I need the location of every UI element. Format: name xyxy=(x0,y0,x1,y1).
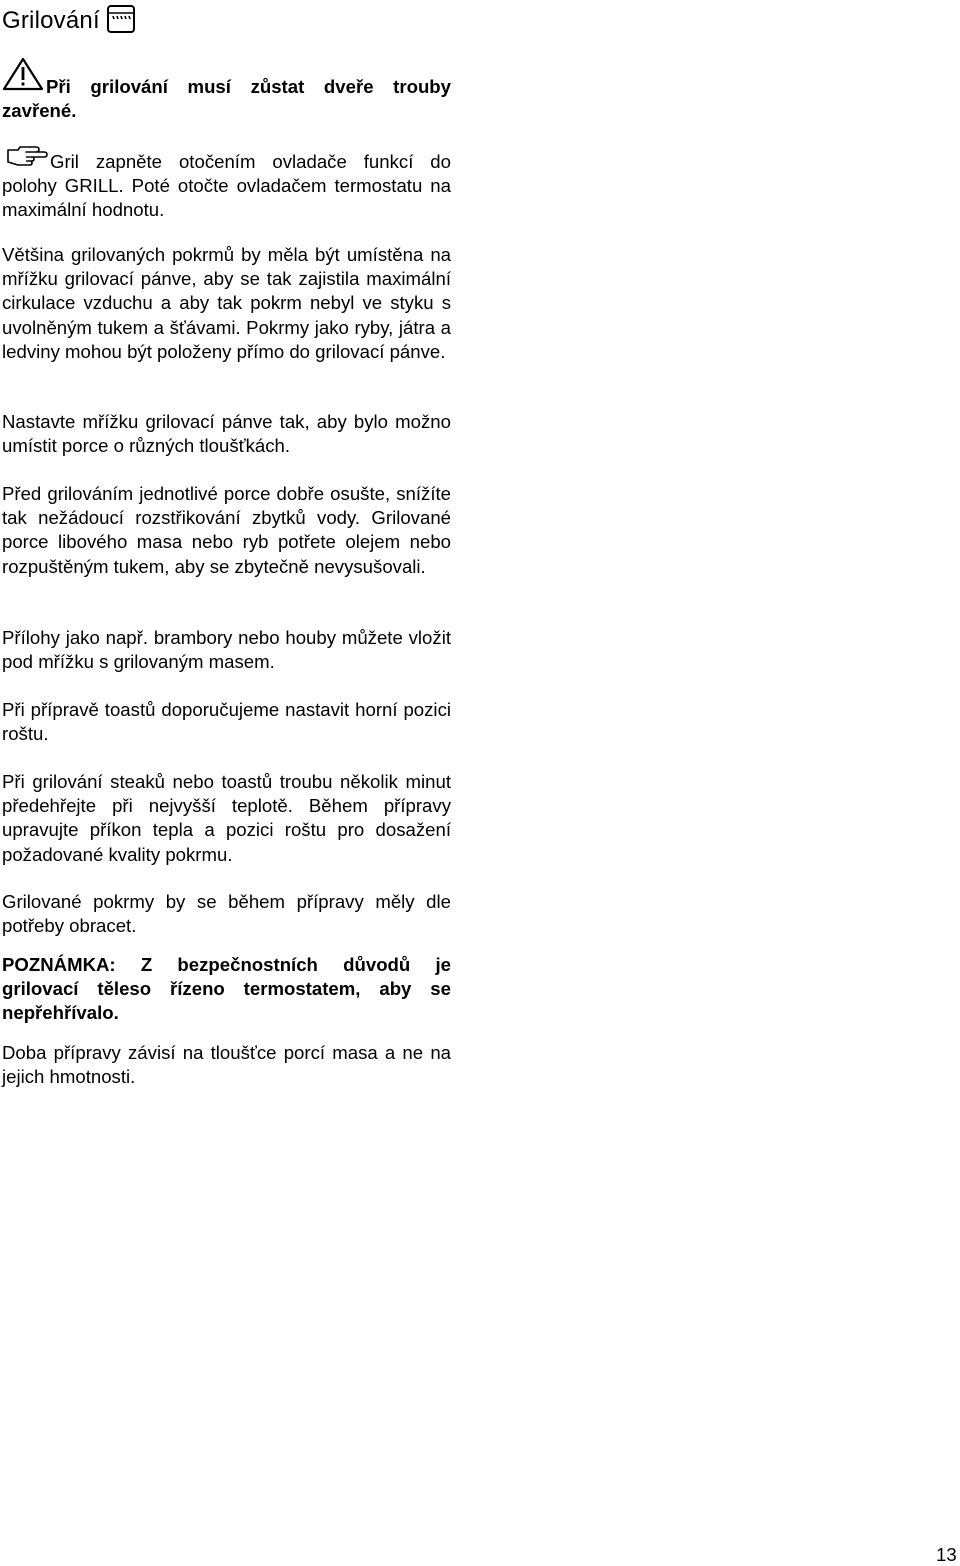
paragraph-rack: Nastavte mřížku grilovací pánve tak, aby bylo možno umístit porce o různých tloušťkách. xyxy=(2,411,451,457)
paragraph-turning: Grilované pokrmy by se během přípravy měly dle potřeby obracet. xyxy=(2,891,451,937)
warning-triangle-icon xyxy=(2,57,44,91)
paragraph-duration: Doba přípravy závisí na tloušťce porcí masa a ne na jejich hmotnosti. xyxy=(2,1042,451,1088)
content-column xyxy=(2,0,451,1100)
page-number: 13 xyxy=(936,1544,957,1565)
warning-block xyxy=(2,75,451,123)
pointing-hand-icon xyxy=(6,144,50,166)
paragraph-placement: Většina grilovaných pokrmů by měla být umístěna na mřížku grilovací pánve, aby se tak zajistila maximální cirkulace vzduchu a aby tak pokrm nebyl ve styku s uvolněným tukem a šťávami. Pokrmy jako ryby, játra a ledviny mohou být položeny přímo do grilovací pánve. xyxy=(2,244,451,362)
paragraph-sides: Přílohy jako např. brambory nebo houby můžete vložit pod mřížku s grilovaným masem. xyxy=(2,627,451,673)
paragraph-toast: Při přípravě toastů doporučujeme nastavit horní pozici roštu. xyxy=(2,699,451,745)
paragraph-preheat: Při grilování steaků nebo toastů troubu několik minut předehřejte při nejvyšší teplotě. Během přípravy upravujte příkon tepla a pozici roštu pro dosažení požadované kvality pokrmu. xyxy=(2,771,451,865)
tip-block xyxy=(2,150,451,223)
section-title: Grilování xyxy=(2,7,100,34)
note-paragraph: POZNÁMKA: Z bezpečnostních důvodů je grilovací těleso řízeno termostatem, aby se nepřehřívalo. xyxy=(2,954,451,1024)
tip-text: Gril zapněte otočením ovladače funkcí do polohy GRILL. Poté otočte ovladačem termostatu na maximální hodnotu. xyxy=(2,151,451,221)
paragraph-drying: Před grilováním jednotlivé porce dobře osušte, snížíte tak nežádoucí rozstřikování zbytků vody. Grilované porce libového masa nebo ryb potřete olejem nebo rozpuštěným tukem, aby se zbytečně nevysušovali. xyxy=(2,483,451,577)
warning-text: Při grilování musí zůstat dveře trouby zavřené. xyxy=(2,76,451,122)
